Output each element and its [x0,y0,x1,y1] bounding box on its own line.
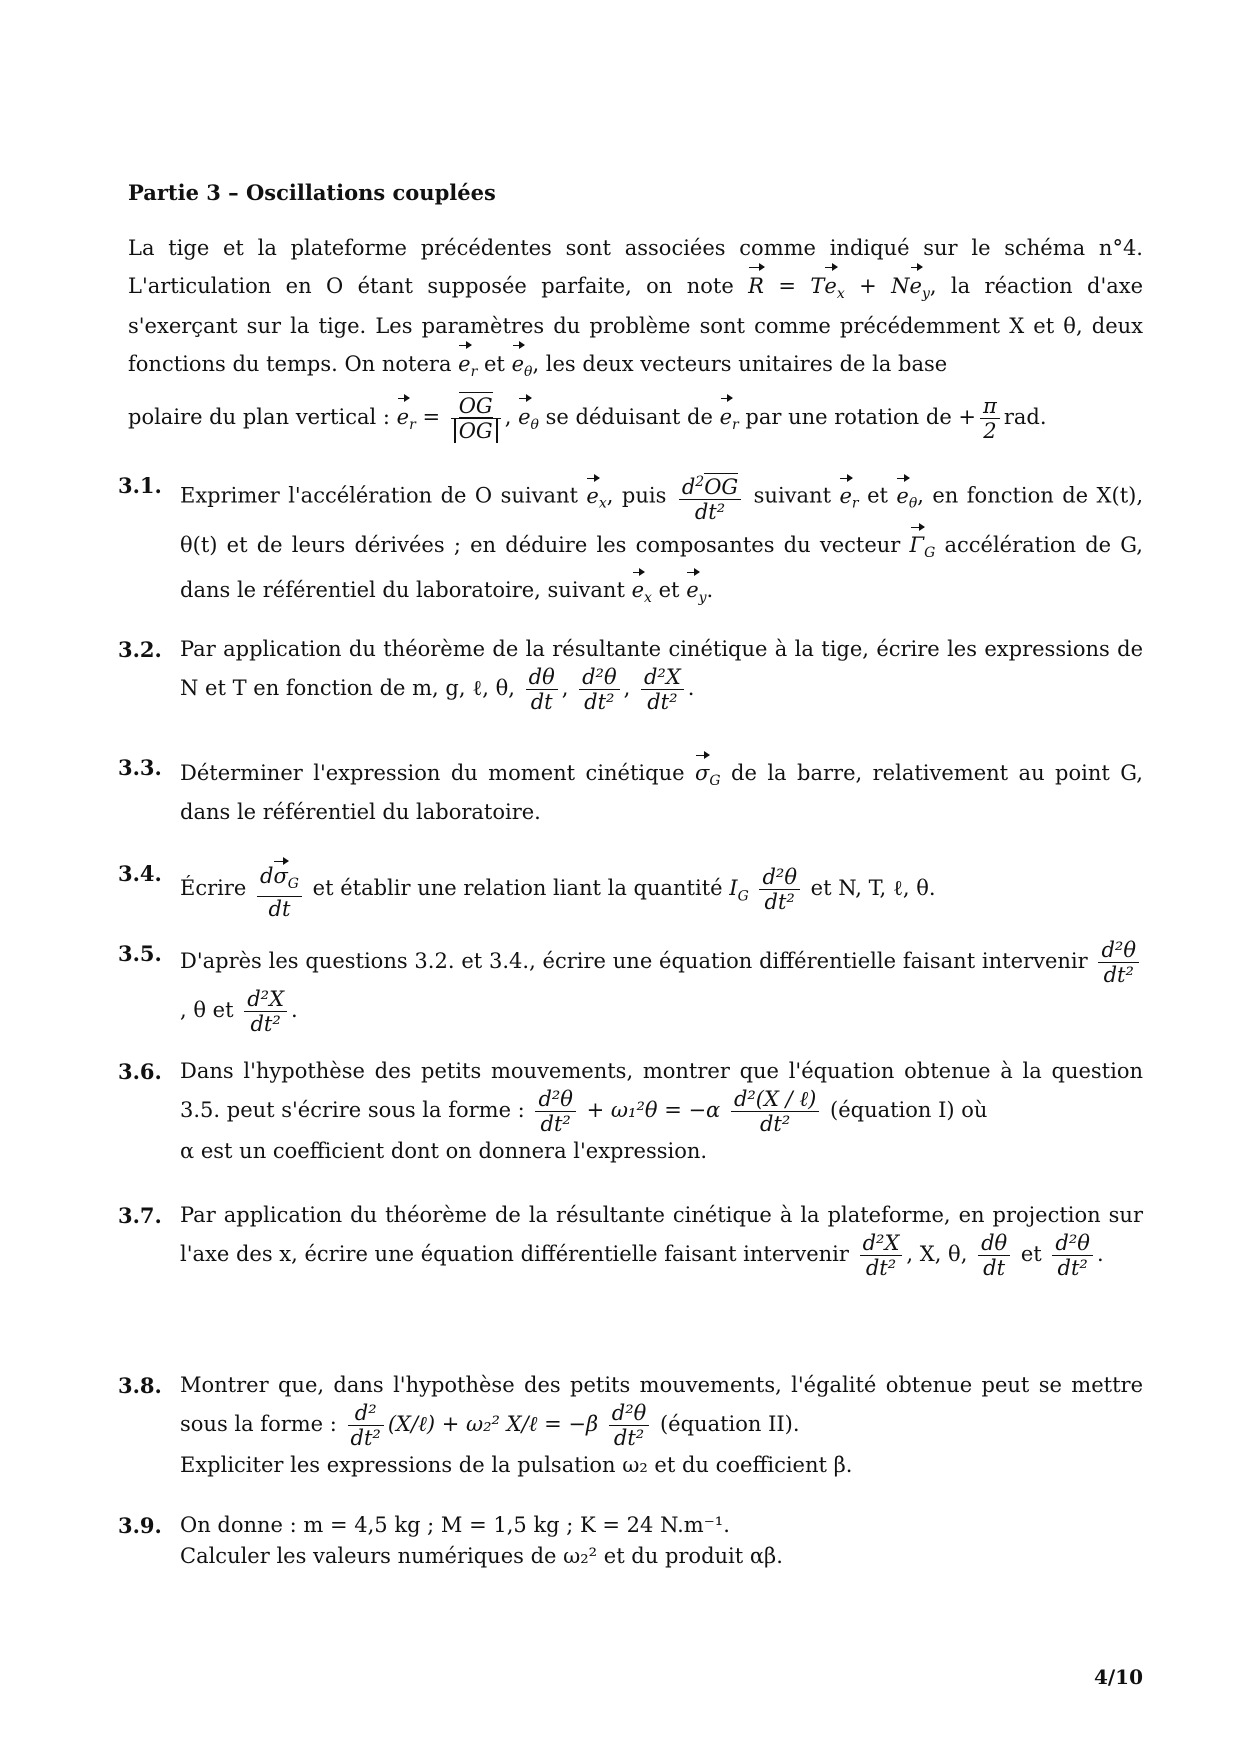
question-3-2: 3.2. Par application du théorème de la résultante cinétique à la tige, écrire les expressions de N et T en fonction de m, g, ℓ, θ, $\frac{d\theta}{dt}$ , $\frac{\text{d²θ}}{\text{dt²}}$ , $\frac{\text{d²X}}{\text{dt²}}$ . [118,637,1143,714]
unit-vector-fraction: $\frac{OG}{OG}$ [451,394,501,443]
vector-er: e [458,342,470,380]
question-3-7: 3.7. Par application du théorème de la résultante cinétique à la plateforme, en projection sur l'axe des x, écrire une équation différentielle faisant intervenir $\frac{\text{d²X}}{\text{dt²}}$ , X, θ, $\frac{d\theta}{dt}$ et $\frac{\text{d²θ}}{\text{dt²}}$ . [118,1203,1143,1280]
vector-gamma-g: Γ [910,524,925,561]
question-3-6: 3.6. Dans l'hypothèse des petits mouvements, montrer que l'équation obtenue à la question 3.5. peut s'écrire sous la forme : $\frac{\text{d²θ}}{\text{dt²}}$ + ω₁²θ = −α $\frac{\text{d²(X / ℓ)}}{\text{dt²}}$ (équation I) où α est un coefficient dont on donnera l'expression. [118,1059,1143,1163]
intro-paragraph: La tige et la plateforme précédentes sont associées comme indiqué sur le schéma n°4. L'articulation en O étant supposée parfaite, on note $R = Te_x + Ne_y$, la réaction d'axe s'exerçant sur la tige. Les paramètres du problème sont comme précédemment X et θ, deux fonctions du temps. On notera $e_r$ et $e_\theta$, les deux vecteurs unitaires de la base polaire du plan vertical : $e_r$ = $\frac{OG}{OG}$ , $e_\theta$ se déduisant de $e_r$ par une rotation de + $\frac{\pi}{2}$ rad. [128,236,1144,444]
vector-etheta: e [512,342,524,380]
question-3-5: 3.5. D'après les questions 3.2. et 3.4., écrire une équation différentielle faisant intervenir $\frac{\text{d²θ}}{\text{dt²}}$ , θ et $\frac{\text{d²X}}{\text{dt²}}$ . [118,938,1143,1036]
question-3-4: 3.4. Écrire $\frac{d\sigma_G}{dt}$ et établir une relation liant la quantité $I_G$ $\frac{\text{d²θ}}{\text{dt²}}$ et N, T, ℓ, θ. [118,858,1143,921]
question-3-1: 3.1. Exprimer l'accélération de O suivant $e_x$, puis $\frac{d^2OG}{\text{dt²}}$ suivant $e_r$ et $e_\theta$, en fonction de X(t), θ(t) et de leurs dérivées ; en déduire les composantes du vecteur $\Gamma_G$ accélération de G, dans le référentiel du laboratoire, suivant $e_x$ et $e_y$. [118,470,1143,614]
pi-over-two: $\frac{\pi}{2}$ [980,394,1000,443]
vector-sigma-g: σ [695,752,709,789]
page-number: 4/10 [1093,1665,1143,1689]
question-3-3: 3.3. Déterminer l'expression du moment cinétique $\sigma_G$ de la barre, relativement au point G, dans le référentiel du laboratoire. [118,752,1143,828]
question-3-8: 3.8. Montrer que, dans l'hypothèse des petits mouvements, l'égalité obtenue peut se mettre sous la forme : $\frac{\text{d²}}{\text{dt²}}$ (X/ℓ) + ω₂² X/ℓ = −β $\frac{\text{d²θ}}{\text{dt²}}$ (équation II). Expliciter les expressions de la pulsation ω₂ et du coefficient β. [118,1373,1143,1477]
vector-R: R [748,264,764,302]
question-3-9: 3.9. On donne : m = 4,5 kg ; M = 1,5 kg ; K = 24 N.m⁻¹. Calculer les valeurs numériques de ω₂² et du produit αβ. [118,1513,783,1568]
section-title: Partie 3 – Oscillations couplées [128,180,496,205]
